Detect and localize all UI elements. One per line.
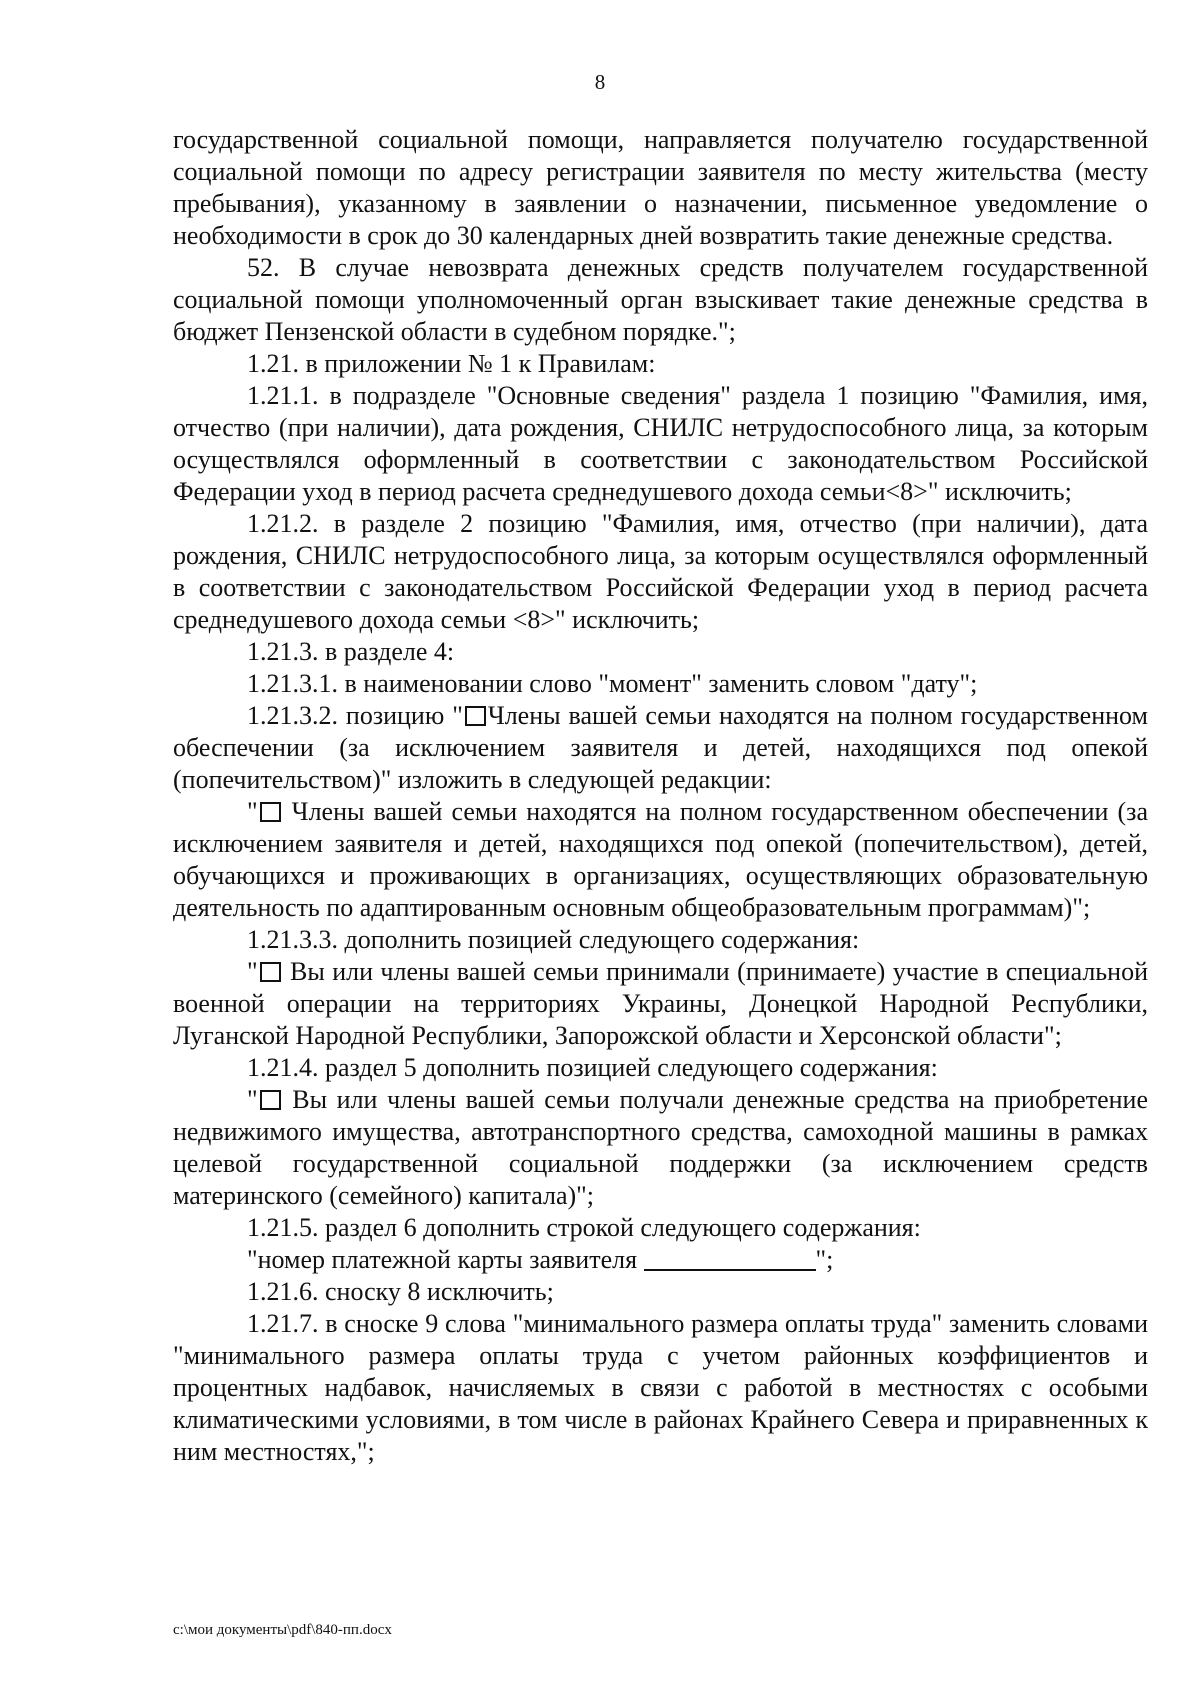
paragraph-1-21-3-2 xyxy=(173,700,1148,796)
paragraph-1-21-7: 1.21.7. в сноске 9 слова "минимального размера оплаты труда" заменить словами "минимального размера оплаты труда с учетом районных коэффициентов и процентных надбавок, начисляемых в связи с работой в местностях с особыми климатическими условиями, в том числе в районах Крайнего Севера и приравненных к ним местностях,"; xyxy=(173,1309,1148,1466)
blank-underline xyxy=(644,1247,816,1271)
paragraph-1-21-4: 1.21.4. раздел 5 дополнить позицией следующего содержания: xyxy=(247,1053,938,1082)
paragraph-text-start: " xyxy=(247,957,258,986)
paragraph-text-start: "номер платежной карты заявителя xyxy=(247,1245,644,1274)
paragraph-continuation: государственной социальной помощи, направляется получателю государственной социальной помощи по адресу регистрации заявителя по месту жительства (месту пребывания), указанному в заявлении о назначении, письменное уведомление о необходимости в срок до 30 календарных дней возвратить такие денежные средства. xyxy=(173,125,1148,250)
paragraph-1-21-2: 1.21.2. в разделе 2 позицию "Фамилия, имя, отчество (при наличии), дата рождения, СНИЛС нетрудоспособного лица, за которым осуществлялся оформленный в соответствии с законодательством Российской Федерации уход в период расчета среднедушевого дохода семьи <8>" исключить; xyxy=(173,509,1148,634)
checkbox-icon xyxy=(260,1090,281,1110)
paragraph-1-21-3-3: 1.21.3.3. дополнить позицией следующего содержания: xyxy=(247,925,860,954)
footer-file-path: c:\мои документы\pdf\840-пп.docx xyxy=(173,1622,392,1638)
paragraph-new-wording-state-support xyxy=(173,796,1148,924)
paragraph-new-position-funds xyxy=(173,1084,1148,1212)
checkbox-icon xyxy=(260,802,281,822)
paragraph-1-21-1: 1.21.1. в подразделе "Основные сведения" раздела 1 позицию "Фамилия, имя, отчество (при наличии), дата рождения, СНИЛС нетрудоспособного лица, за которым осуществлялся оформленный в соответствии с законодательством Российской Федерации уход в период расчета среднедушевого дохода семьи<8>" исключить; xyxy=(173,381,1148,506)
paragraph-1-21-3: 1.21.3. в разделе 4: xyxy=(247,637,455,666)
paragraph-item-52: 52. В случае невозврата денежных средств получателем государственной социальной помощи уполномоченный орган взыскивает такие денежные средства в бюджет Пензенской области в судебном порядке."; xyxy=(173,253,1148,346)
paragraph-text-end: "; xyxy=(815,1245,834,1274)
page-number: 8 xyxy=(594,70,606,94)
paragraph-new-position-svo xyxy=(173,956,1148,1052)
document-body xyxy=(173,124,1148,1468)
paragraph-1-21-6: 1.21.6. сноску 8 исключить; xyxy=(247,1277,554,1306)
paragraph-text-end: Вы или члены вашей семьи получали денежные средства на приобретение недвижимого имущества, автотранспортного средства, самоходной машины в рамках целевой государственной социальной поддержки (за исключением средств материнского (семейного) капитала)"; xyxy=(173,1085,1148,1210)
paragraph-text-end: Члены вашей семьи находятся на полном государственном обеспечении (за исключением заявителя и детей, находящихся под опекой (попечительством), детей, обучающихся и проживающих в организациях, осуществляющих образовательную деятельность по адаптированным основным общеобразовательным программам)"; xyxy=(173,797,1148,922)
checkbox-icon xyxy=(260,962,281,982)
paragraph-text-end: Члены вашей семьи находятся на полном государственном обеспечении (за исключением заявителя и детей, находящихся под опекой (попечительством)" изложить в следующей редакции: xyxy=(173,701,1148,794)
paragraph-text-start: " xyxy=(247,1085,258,1114)
paragraph-1-21: 1.21. в приложении № 1 к Правилам: xyxy=(247,349,656,378)
paragraph-card-number-line xyxy=(173,1244,1148,1276)
paragraph-text-start: 1.21.3.2. позицию " xyxy=(247,701,463,730)
paragraph-text-end: Вы или члены вашей семьи принимали (принимаете) участие в специальной военной операции на территориях Украины, Донецкой Народной Республики, Луганской Народной Республики, Запорожской области и Херсонской области"; xyxy=(173,957,1148,1050)
checkbox-icon xyxy=(465,706,486,726)
paragraph-1-21-3-1: 1.21.3.1. в наименовании слово "момент" заменить словом "дату"; xyxy=(247,669,978,698)
paragraph-text-start: " xyxy=(247,797,258,826)
paragraph-1-21-5: 1.21.5. раздел 6 дополнить строкой следующего содержания: xyxy=(247,1213,921,1242)
